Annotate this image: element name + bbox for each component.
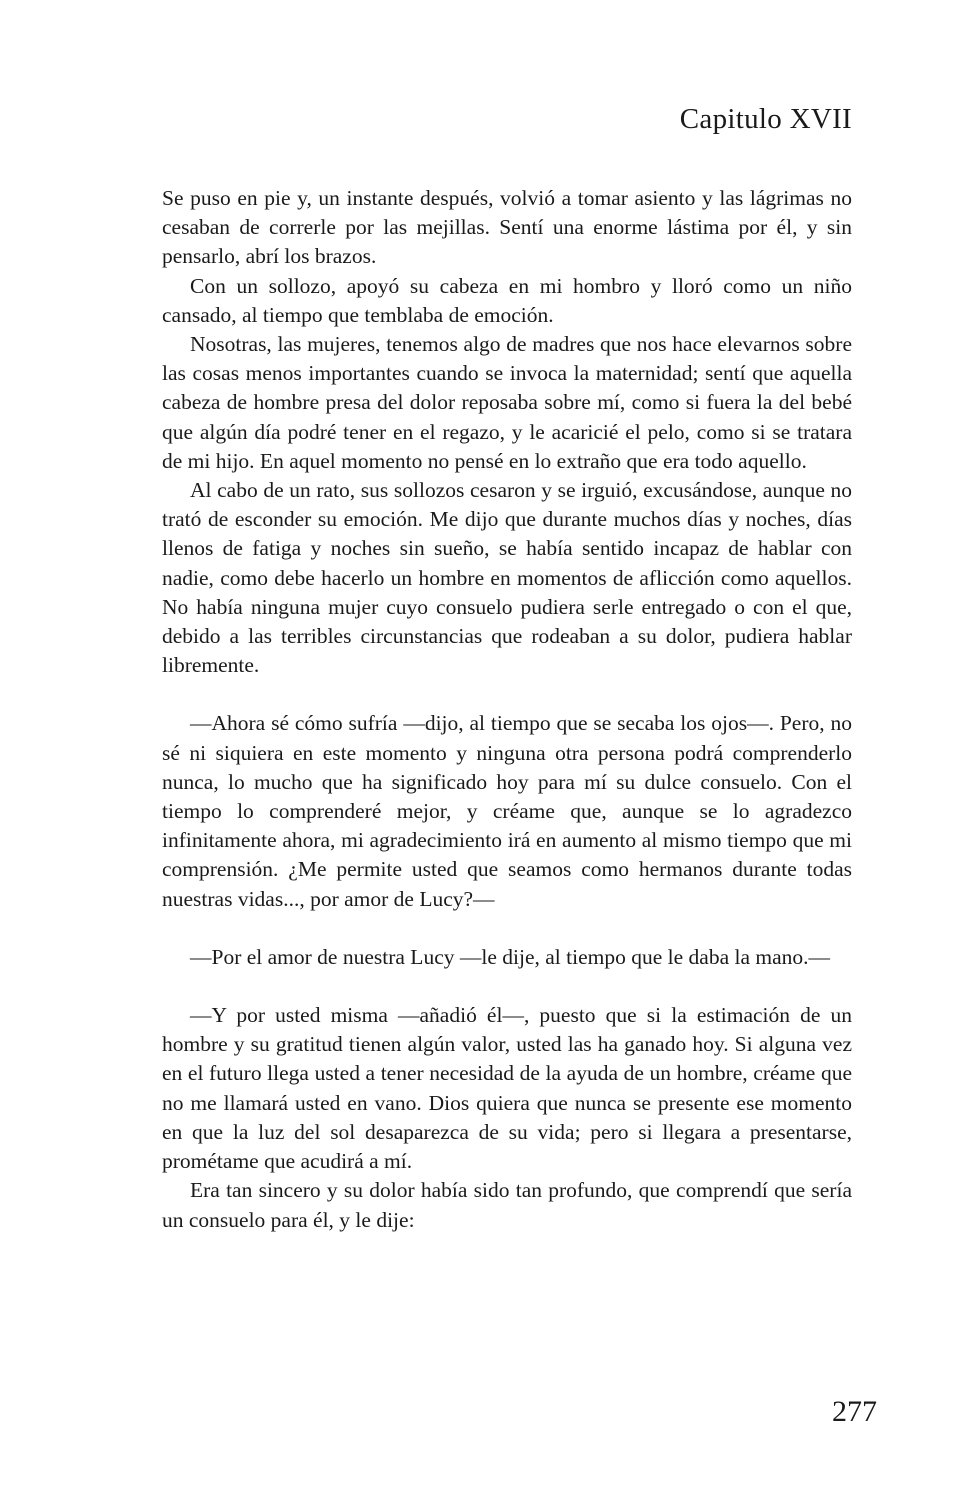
dialogue-paragraph: —Por el amor de nuestra Lucy —le dije, al tiempo que le daba la mano.— [190, 944, 831, 969]
body-text [162, 184, 852, 1235]
paragraph: Nosotras, las mujeres, tenemos algo de madres que nos hace elevarnos sobre las cosas menos importantes cuando se invoca la maternidad; sentí que aquella cabeza de hombre presa del dolor reposaba sobre mí, como si fuera la del bebé que algún día podré tener en el regazo, y le acaricié el pelo, como si se tratara de mi hijo. En aquel momento no pensé en lo extraño que era todo aquello. [162, 332, 852, 473]
dialogue-paragraph: —Ahora sé cómo sufría —dijo, al tiempo que se secaba los ojos—. Pero, no sé ni siquiera en este momento y ninguna otra persona podrá comprenderlo nunca, lo mucho que ha significado hoy para mí su dulce consuelo. Con el tiempo lo comprenderé mejor, y créame que, aunque se lo agradezco infinitamente ahora, mi agradecimiento irá en aumento al mismo tiempo que mi comprensión. ¿Me permite usted que seamos como hermanos durante todas nuestras vidas..., por amor de Lucy?— [162, 711, 852, 911]
dialogue-paragraph: —Y por usted misma —añadió él—, puesto que si la estimación de un hombre y su gratitud tienen algún valor, usted las ha ganado hoy. Si alguna vez en el futuro llega usted a tener necesidad de la ayuda de un hombre, créame que no me llamará usted en vano. Dios quiera que nunca se presente ese momento en que la luz del sol desaparezca de su vida; pero si llegara a presentarse, prométame que acudirá a mí. [162, 1003, 852, 1174]
paragraph: Al cabo de un rato, sus sollozos cesaron y se irguió, excusándose, aunque no trató de esconder su emoción. Me dijo que durante muchos días y noches, días llenos de fatiga y noches sin sueño, se había sentido incapaz de hablar con nadie, como debe hacerlo un hombre en momentos de aflicción como aquellos. No había ninguna mujer cuyo consuelo pudiera serle entregado o con el que, debido a las terribles circunstancias que rodeaban a su dolor, pudiera hablar libremente. [162, 478, 852, 678]
paragraph: Se puso en pie y, un instante después, volvió a tomar asiento y las lágrimas no cesaban de correrle por las mejillas. Sentí una enorme lástima por él, y sin pensarlo, abrí los brazos. [162, 186, 852, 269]
paragraph: Con un sollozo, apoyó su cabeza en mi hombro y lloró como un niño cansado, al tiempo que temblaba de emoción. [162, 273, 852, 327]
chapter-title: Capitulo XVII [679, 103, 852, 135]
paragraph: Era tan sincero y su dolor había sido tan profundo, que comprendí que sería un consuelo para él, y le dije: [162, 1178, 852, 1232]
page-number: 277 [832, 1395, 877, 1428]
